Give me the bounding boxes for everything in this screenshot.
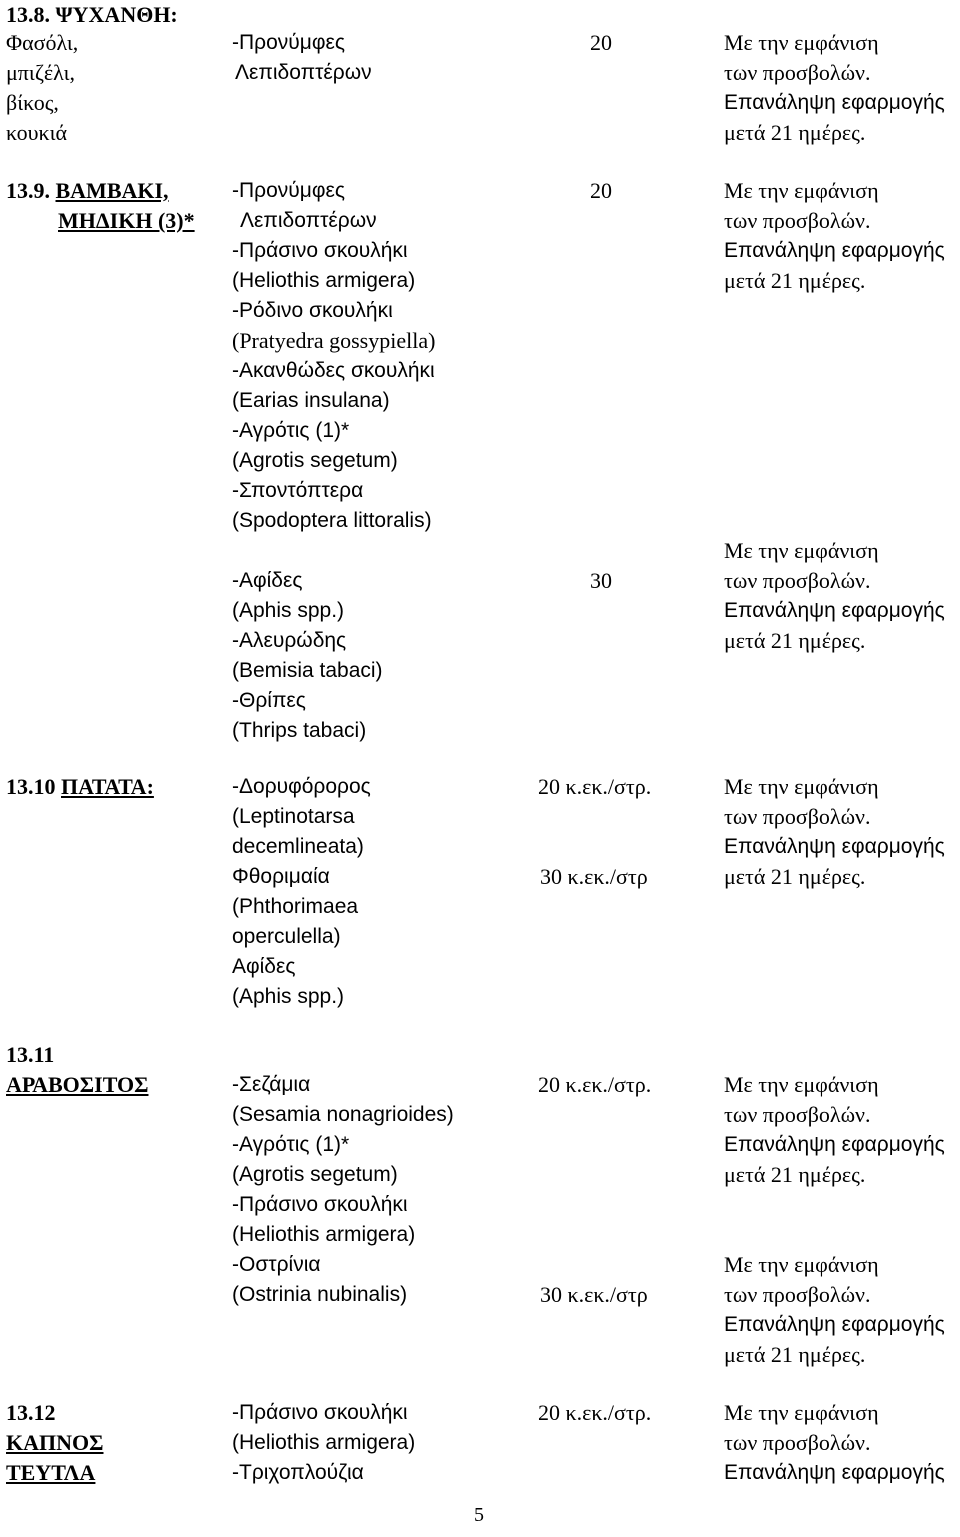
pest-name: -Αφίδες bbox=[232, 569, 303, 592]
pest-name: -Πράσινο σκουλήκι bbox=[232, 1401, 408, 1424]
timing-text: Με την εμφάνιση bbox=[724, 30, 879, 55]
crop-name: ΒΑΜΒΑΚΙ, bbox=[55, 178, 169, 203]
dose-value: 20 κ.εκ./στρ. bbox=[538, 774, 652, 799]
crop-name: ΜΗΔΙΚΗ (3)* bbox=[58, 208, 195, 233]
crop-name: ΚΑΠΝΟΣ bbox=[6, 1430, 104, 1455]
dose-value: 30 κ.εκ./στρ bbox=[540, 864, 648, 889]
timing-text: Επανάληψη εφαρμογής bbox=[724, 1461, 945, 1484]
timing-text: των προσβολών. bbox=[724, 208, 871, 233]
timing-text: των προσβολών. bbox=[724, 60, 871, 85]
section-number: 13.11 bbox=[6, 1042, 55, 1067]
timing-text: των προσβολών. bbox=[724, 1430, 871, 1455]
pest-name: Αφίδες bbox=[232, 955, 296, 978]
timing-text: Με την εμφάνιση bbox=[724, 1252, 879, 1277]
pest-name: -Οστρίνια bbox=[232, 1253, 321, 1276]
timing-text: Με την εμφάνιση bbox=[724, 1400, 879, 1425]
dose-value: 20 bbox=[590, 30, 612, 55]
dose-value: 20 κ.εκ./στρ. bbox=[538, 1400, 652, 1425]
pest-name: (Phthorimaea bbox=[232, 895, 359, 918]
pest-name: -Ρόδινο σκουλήκι bbox=[232, 299, 393, 322]
pest-name: (Sesamia nonagrioides) bbox=[232, 1103, 454, 1126]
pest-name: (Earias insulana) bbox=[232, 389, 390, 412]
section-number: 13.10 bbox=[6, 774, 61, 799]
pest-name: -Δορυφόρορος bbox=[232, 775, 371, 798]
section-heading bbox=[6, 176, 169, 206]
dose-value: 20 κ.εκ./στρ. bbox=[538, 1072, 652, 1097]
pest-name: (Heliothis armigera) bbox=[232, 1223, 416, 1246]
pest-name: (Bemisia tabaci) bbox=[232, 659, 383, 682]
pest-name: operculella) bbox=[232, 925, 341, 948]
timing-text: μετά 21 ημέρες. bbox=[724, 120, 866, 145]
timing-text: μετά 21 ημέρες. bbox=[724, 864, 866, 889]
pest-name: decemlineata) bbox=[232, 835, 364, 858]
dose-value: 30 κ.εκ./στρ bbox=[540, 1282, 648, 1307]
section-heading bbox=[6, 772, 154, 802]
crop-name: ΑΡΑΒΟΣΙΤΟΣ bbox=[6, 1072, 149, 1097]
pest-name: Λεπιδοπτέρων bbox=[240, 209, 377, 232]
timing-text: των προσβολών. bbox=[724, 804, 871, 829]
pest-name: Λεπιδοπτέρων bbox=[235, 61, 372, 84]
pest-name: (Spodoptera littoralis) bbox=[232, 509, 432, 532]
timing-text: Επανάληψη εφαρμογής bbox=[724, 1313, 945, 1336]
pest-name: -Αλευρώδης bbox=[232, 629, 347, 652]
timing-text: Με την εμφάνιση bbox=[724, 538, 879, 563]
pest-name: (Heliothis armigera) bbox=[232, 1431, 416, 1454]
crop-name: ΠΑΤΑΤΑ: bbox=[61, 774, 154, 799]
pest-name: -Θρίπες bbox=[232, 689, 306, 712]
timing-text: των προσβολών. bbox=[724, 1282, 871, 1307]
crop-name: μπιζέλι, bbox=[6, 60, 75, 85]
timing-text: Με την εμφάνιση bbox=[724, 774, 879, 799]
timing-text: των προσβολών. bbox=[724, 568, 871, 593]
section-number: 13.12 bbox=[6, 1400, 56, 1425]
pest-name: (Agrotis segetum) bbox=[232, 449, 398, 472]
timing-text: μετά 21 ημέρες. bbox=[724, 268, 866, 293]
timing-text: Με την εμφάνιση bbox=[724, 178, 879, 203]
timing-text: Με την εμφάνιση bbox=[724, 1072, 879, 1097]
timing-text: Επανάληψη εφαρμογής bbox=[724, 239, 945, 262]
page-number: 5 bbox=[474, 1504, 484, 1526]
pest-name: (Aphis spp.) bbox=[232, 985, 345, 1008]
pest-name: (Ostrinia nubinalis) bbox=[232, 1283, 408, 1306]
pest-name: -Ακανθώδες σκουλήκι bbox=[232, 359, 435, 382]
timing-text: μετά 21 ημέρες. bbox=[724, 628, 866, 653]
pest-name: -Σποντόπτερα bbox=[232, 479, 364, 502]
crop-name: κουκιά bbox=[6, 120, 68, 145]
dose-value: 20 bbox=[590, 178, 612, 203]
timing-text: Επανάληψη εφαρμογής bbox=[724, 1133, 945, 1156]
timing-text: μετά 21 ημέρες. bbox=[724, 1162, 866, 1187]
crop-name: ΤΕΥΤΛΑ bbox=[6, 1460, 96, 1485]
pest-name: (Leptinotarsa bbox=[232, 805, 355, 828]
pest-name: -Τριχοπλούζια bbox=[232, 1461, 364, 1484]
pest-name: -Πράσινο σκουλήκι bbox=[232, 1193, 408, 1216]
pest-name: (Thrips tabaci) bbox=[232, 719, 367, 742]
timing-text: Επανάληψη εφαρμογής bbox=[724, 91, 945, 114]
timing-text: μετά 21 ημέρες. bbox=[724, 1342, 866, 1367]
section-heading: 13.8. ΨΥΧΑΝΘΗ: bbox=[6, 2, 178, 27]
pest-name: Φθοριμαία bbox=[232, 865, 330, 888]
pest-name: -Πράσινο σκουλήκι bbox=[232, 239, 408, 262]
pest-name: -Σεζάμια bbox=[232, 1073, 311, 1096]
pest-name: -Προνύμφες bbox=[232, 31, 345, 54]
pest-name: (Agrotis segetum) bbox=[232, 1163, 398, 1186]
pest-name: -Αγρότις (1)* bbox=[232, 1133, 350, 1156]
pest-name: (Aphis spp.) bbox=[232, 599, 345, 622]
pest-name: -Αγρότις (1)* bbox=[232, 419, 350, 442]
dose-value: 30 bbox=[590, 568, 612, 593]
crop-name: βίκος, bbox=[6, 90, 59, 115]
pest-name: (Pratyedra gossypiella) bbox=[232, 328, 436, 353]
section-number: 13.9. bbox=[6, 178, 56, 203]
timing-text: Επανάληψη εφαρμογής bbox=[724, 599, 945, 622]
timing-text: Επανάληψη εφαρμογής bbox=[724, 835, 945, 858]
timing-text: των προσβολών. bbox=[724, 1102, 871, 1127]
crop-name: Φασόλι, bbox=[6, 30, 79, 55]
pest-name: (Heliothis armigera) bbox=[232, 269, 416, 292]
pest-name: -Προνύμφες bbox=[232, 179, 345, 202]
